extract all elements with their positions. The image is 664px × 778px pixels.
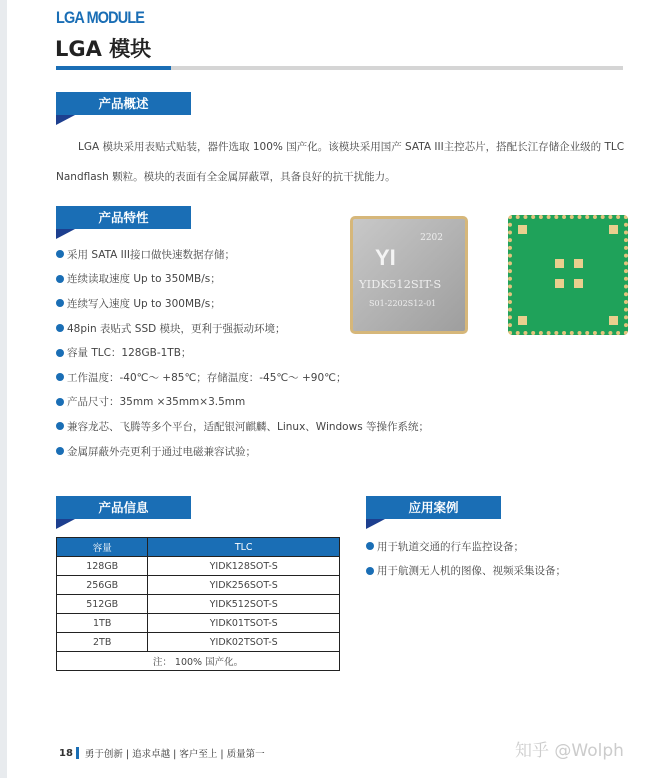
- bullet-icon: [56, 422, 64, 430]
- chip-top-image: 2202 YI YIDK512SIT-S S01-2202S12-01: [350, 216, 468, 334]
- list-item: 工作温度：-40℃～ +85℃；存储温度：-45℃～ +90℃；: [56, 365, 429, 390]
- title-divider: [56, 66, 623, 70]
- english-title: LGA MODULE: [56, 8, 145, 27]
- list-item: 产品尺寸：35mm ×35mm×3.5mm: [56, 390, 429, 415]
- bullet-icon: [56, 447, 64, 455]
- bullet-icon: [366, 542, 374, 550]
- table-row: 1TB YIDK01TSOT-S: [57, 614, 340, 633]
- list-item: 兼容龙芯、飞腾等多个平台，适配银河麒麟、Linux、Windows 等操作系统；: [56, 414, 429, 439]
- product-info-table: [56, 537, 340, 671]
- table-note-row: 注： 100% 国产化。: [57, 652, 340, 671]
- list-item: 48pin 表贴式 SSD 模块，更利于强振动环境；: [56, 316, 429, 341]
- bullet-icon: [56, 299, 64, 307]
- table-row: 256GB YIDK256SOT-S: [57, 576, 340, 595]
- slogan: 勇于创新 | 追求卓越 | 客户至上 | 质量第一: [84, 749, 265, 760]
- page-number: 18: [59, 747, 73, 759]
- apps-list: [366, 534, 566, 583]
- table-row: 512GB YIDK512SOT-S: [57, 595, 340, 614]
- table-row: 2TB YIDK02TSOT-S: [57, 633, 340, 652]
- list-item: 连续读取速度 Up to 350MB/s；: [56, 267, 429, 292]
- list-item: 连续写入速度 Up to 300MB/s；: [56, 291, 429, 316]
- column-header: TLC: [148, 538, 340, 557]
- table-row: 128GB YIDK128SOT-S: [57, 557, 340, 576]
- page-title: LGA 模块: [55, 37, 152, 61]
- page-edge: [0, 0, 7, 778]
- list-item: 用于轨道交通的行车监控设备；: [366, 534, 566, 559]
- list-item: 容量 TLC：128GB-1TB；: [56, 340, 429, 365]
- section-features-heading: 产品特性: [56, 206, 191, 229]
- footer: [59, 746, 265, 760]
- watermark: 知乎 @Wolph: [515, 741, 624, 761]
- bullet-icon: [56, 398, 64, 406]
- bullet-icon: [56, 349, 64, 357]
- bullet-icon: [56, 275, 64, 283]
- bullet-icon: [56, 324, 64, 332]
- column-header: 容量: [57, 538, 148, 557]
- chip-bottom-image: [508, 215, 628, 335]
- list-item: 金属屏蔽外壳更利于通过电磁兼容试验；: [56, 439, 429, 464]
- section-apps-heading: 应用案例: [366, 496, 501, 519]
- section-overview-heading: 产品概述: [56, 92, 191, 115]
- bullet-icon: [56, 250, 64, 258]
- list-item: 采用 SATA III接口做快速数据存储；: [56, 242, 429, 267]
- section-info-heading: 产品信息: [56, 496, 191, 519]
- bullet-icon: [366, 567, 374, 575]
- overview-text: LGA 模块采用表贴式贴装，器件选取 100% 国产化。该模块采用国产 SATA III主控芯片，搭配长江存储企业级的 TLC Nandflash 颗粒。模块的表面有全金属屏蔽罩，具备良好的抗干扰能力。: [56, 141, 625, 183]
- bullet-icon: [56, 373, 64, 381]
- list-item: 用于航测无人机的图像、视频采集设备；: [366, 559, 566, 584]
